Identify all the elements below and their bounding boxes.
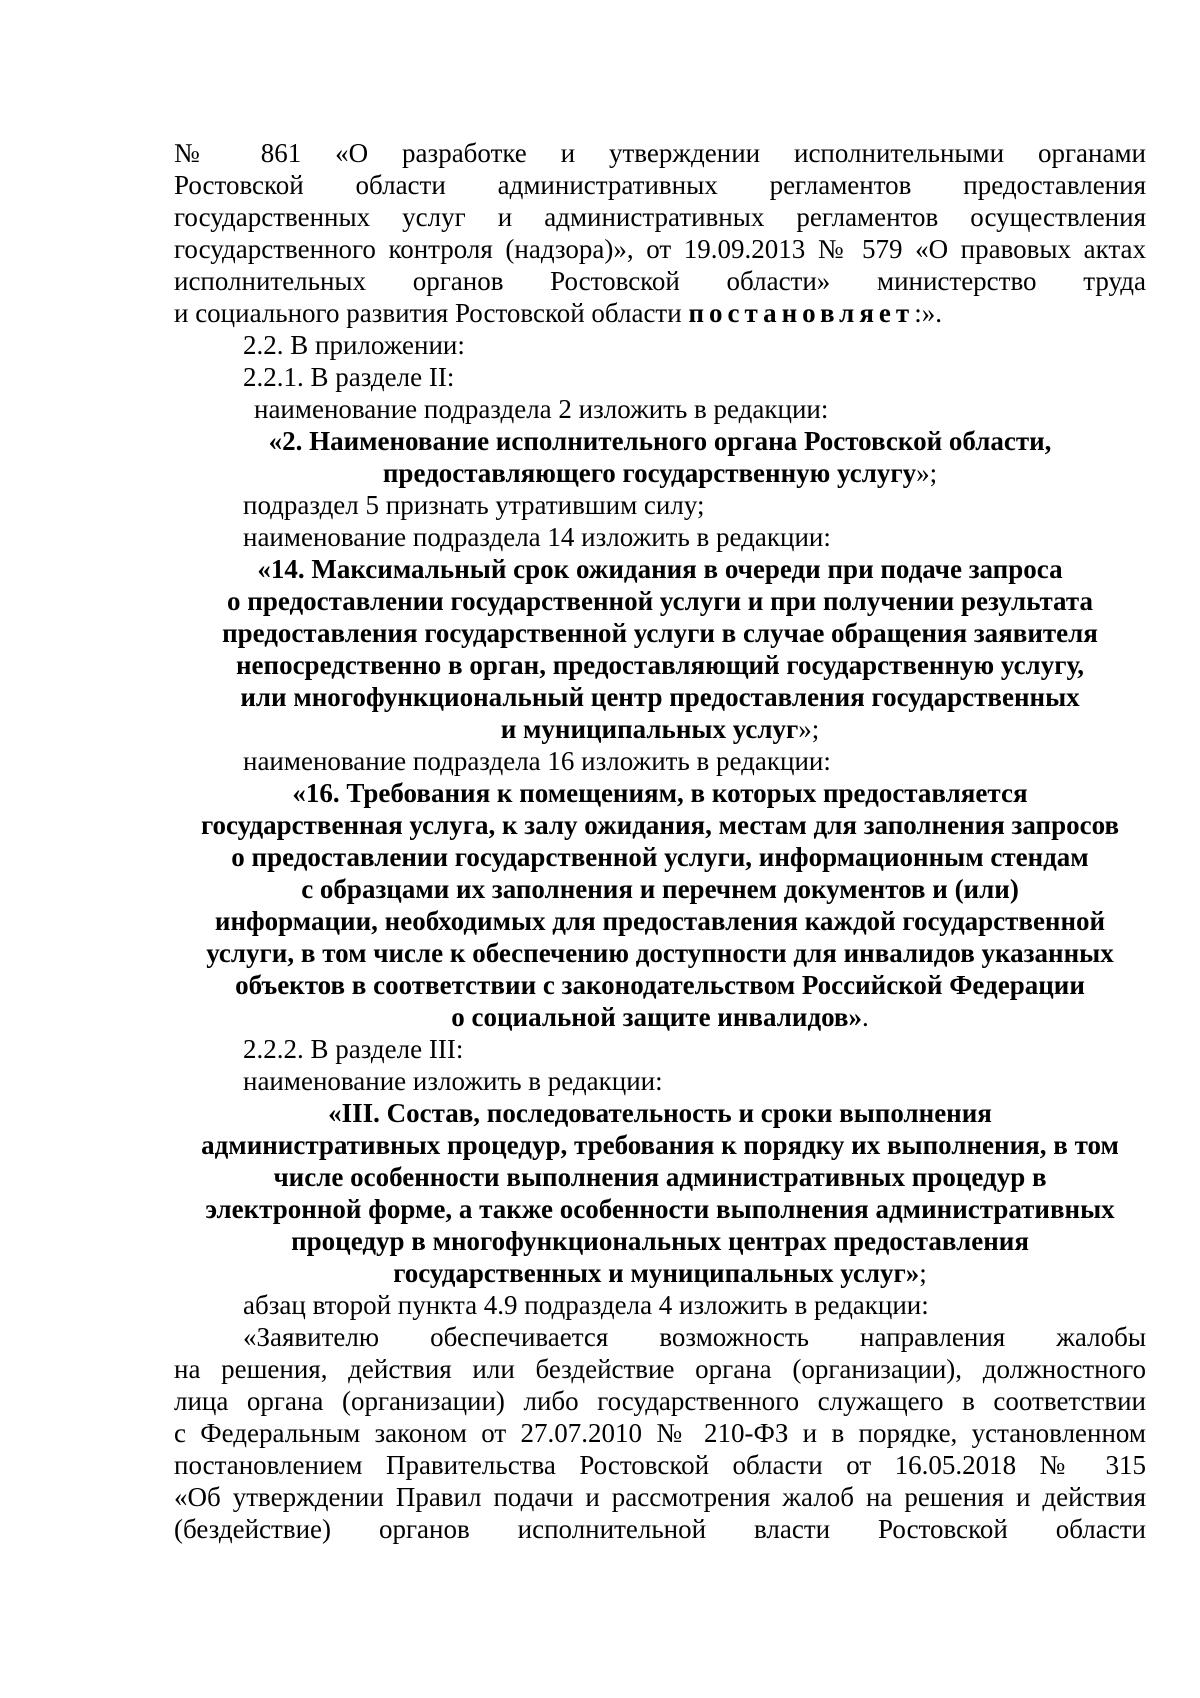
intro-line: Ростовской области административных регламентов предоставления — [174, 170, 1146, 200]
heading-2-close: »; — [916, 458, 938, 488]
heading-III-line: «III. Состав, последовательность и сроки выполнения — [328, 1098, 992, 1128]
paragraph-2-2-1: 2.2.1. В разделе II: — [243, 362, 455, 392]
heading-III-close: ; — [919, 1258, 927, 1288]
heading-14-line — [174, 713, 1146, 745]
heading-2-text: предоставляющего государственную услугу — [382, 458, 917, 488]
body-line: лица органа (организации) либо государственного служащего в соответствии — [174, 1386, 1146, 1416]
paragraph-name-intro: наименование изложить в редакции: — [243, 1066, 663, 1096]
heading-III-line: процедур в многофункциональных центрах предоставления — [291, 1226, 1029, 1256]
intro-line: исполнительных органов Ростовской области» министерство труда — [174, 266, 1146, 296]
heading-16-line: государственная услуга, к залу ожидания, местам для заполнения запросов — [200, 810, 1120, 840]
body-line: (бездействие) органов исполнительной власти Ростовской области — [174, 1514, 1146, 1544]
heading-14-line: или многофункциональный центр предоставления государственных — [240, 682, 1080, 712]
resolution-verb: постановляет — [688, 298, 915, 328]
paragraph-subsection-16-intro: наименование подраздела 16 изложить в редакции: — [243, 746, 831, 776]
body-line: постановлением Правительства Ростовской области от 16.05.2018 № 315 — [174, 1450, 1146, 1480]
heading-2-line: «2. Наименование исполнительного органа Ростовской области, — [268, 426, 1052, 456]
intro-last-line — [174, 297, 1146, 329]
heading-III-text: государственных и муниципальных услуг» — [393, 1258, 920, 1288]
paragraph-subsection-5: подраздел 5 признать утратившим силу; — [243, 490, 705, 520]
heading-III-line — [174, 1257, 1146, 1289]
intro-last-prefix: и социального развития Ростовской области — [174, 298, 689, 328]
heading-16-line: с образцами их заполнения и перечнем документов и (или) — [301, 874, 1019, 904]
heading-16-line: услуги, в том числе к обеспечению доступности для инвалидов указанных — [206, 938, 1114, 968]
body-line: «Заявителю обеспечивается возможность направления жалобы — [243, 1322, 1146, 1352]
intro-line: государственного контроля (надзора)», от 19.09.2013 № 579 «О правовых актах — [174, 234, 1146, 264]
body-line: «Об утверждении Правил подачи и рассмотрения жалоб на решения и действия — [174, 1482, 1146, 1512]
paragraph-2-2: 2.2. В приложении: — [243, 330, 465, 360]
heading-14-line: непосредственно в орган, предоставляющий государственную услугу, — [235, 650, 1085, 680]
heading-16-line: «16. Требования к помещениям, в которых предоставляется — [292, 778, 1028, 808]
intro-last-suffix: :». — [914, 298, 942, 328]
heading-14-line: предоставления государственной услуги в случае обращения заявителя — [222, 618, 1098, 648]
heading-14-line: о предоставлении государственной услуги и при получении результата — [227, 586, 1093, 616]
heading-16-close: . — [862, 1002, 869, 1032]
heading-16-line: информации, необходимых для предоставления каждой государственной — [214, 906, 1106, 936]
heading-16-line — [174, 1001, 1146, 1033]
heading-16-line: о предоставлении государственной услуги, информационным стендам — [231, 842, 1089, 872]
heading-III-line: числе особенности выполнения административных процедур в — [273, 1162, 1047, 1192]
heading-III-line: административных процедур, требования к порядку их выполнения, в том — [201, 1130, 1119, 1160]
heading-16-line: объектов в соответствии с законодательством Российской Федерации — [235, 970, 1085, 1000]
document-body — [174, 137, 1146, 1545]
heading-14-line: «14. Максимальный срок ожидания в очереди при подаче запроса — [257, 554, 1063, 584]
heading-14-text: и муниципальных услуг — [500, 714, 799, 744]
paragraph-2-2-2: 2.2.2. В разделе III: — [243, 1034, 464, 1064]
body-line: с Федеральным законом от 27.07.2010 № 210-ФЗ и в порядке, установленном — [174, 1418, 1146, 1448]
intro-line: государственных услуг и административных регламентов осуществления — [174, 202, 1146, 232]
intro-line: № 861 «О разработке и утверждении исполнительными органами — [174, 138, 1146, 168]
paragraph-4-9-intro: абзац второй пункта 4.9 подраздела 4 изложить в редакции: — [243, 1290, 929, 1320]
body-line: на решения, действия или бездействие органа (организации), должностного — [174, 1354, 1146, 1384]
paragraph-subsection-14-intro: наименование подраздела 14 изложить в редакции: — [243, 522, 831, 552]
heading-III-line: электронной форме, а также особенности выполнения административных — [205, 1194, 1115, 1224]
paragraph-subsection-2-intro: наименование подраздела 2 изложить в редакции: — [254, 394, 829, 424]
heading-14-close: »; — [798, 714, 820, 744]
heading-2-line — [174, 457, 1146, 489]
heading-16-text: о социальной защите инвалидов» — [451, 1002, 863, 1032]
